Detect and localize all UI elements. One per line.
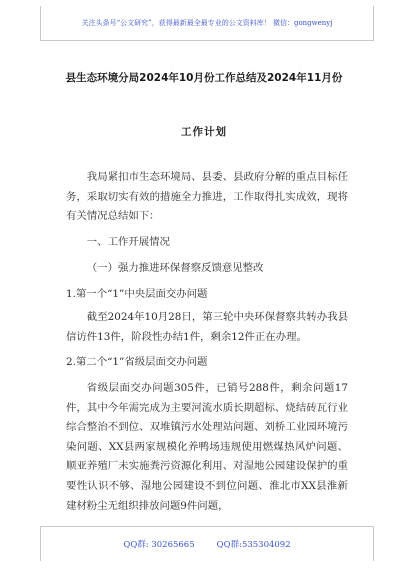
header-banner [40, 6, 374, 41]
subsection-heading: （一）强力推进环保督察反馈意见整改 [86, 262, 264, 274]
footer-qq-group-2: QQ群:535304092 [216, 540, 291, 550]
document-title-continued: 工作计划 [181, 126, 227, 138]
provincial-issues-paragraph: 省级层面交办问题305件，已销号288件，剩余问题17件，其中今年需完成为主要河流水质长期超标、烧结砖瓦行业综合整治不到位、双堆镇污水处理站问题、刘桥工业园环境污染问题、XX县两家规模化养鸭场违规使用燃煤热风炉问题、顺亚养殖厂未实施粪污资源化利用、对湿地公园建设保护的重要性认识不够、湿地公园建设不到位问题、淮北市XX县淮新建材粉尘无组织排放问题9件问题， [66, 382, 348, 512]
item-heading-provincial: 2.第二个“1”省级层面交办问题 [66, 356, 208, 368]
section-heading: 一、工作开展情况 [86, 236, 170, 248]
central-issues-paragraph: 截至2024年10月28日，第三轮中央环保督察共转办我县信访件13件，阶段性办结1件，剩余12件正在办理。 [66, 311, 348, 343]
document-title: 县生态环境分局2024年10月份工作总结及2024年11月份 [65, 72, 343, 84]
footer-qq-group-1: QQ群: 30265665 [123, 540, 195, 550]
header-banner-text: 关注头条号“公文研究”，获得最新最全最专业的公文资料库！ 微信：gongwenyj [81, 19, 333, 27]
item-heading-central: 1.第一个“1”中央层面交办问题 [66, 288, 208, 300]
intro-paragraph: 我局紧扣市生态环境局、县委、县政府分解的重点目标任务，采取切实有效的措施全力推进，工作取得扎实成效，现将有关情况总结如下： [66, 171, 348, 223]
footer-banner [40, 526, 374, 561]
